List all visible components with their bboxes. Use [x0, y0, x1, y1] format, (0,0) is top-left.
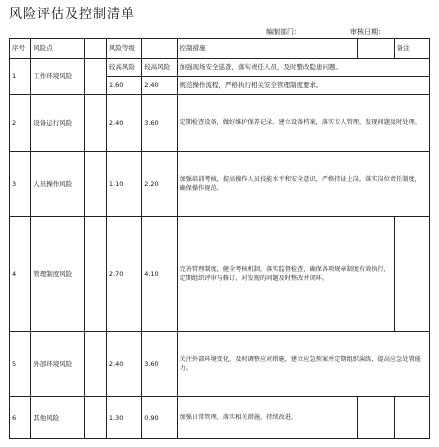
cell: 1.60 — [106, 76, 141, 94]
row-index: 6 — [10, 397, 31, 439]
cell — [84, 95, 106, 152]
row-index: 5 — [10, 332, 31, 397]
control-measure: 加强现场安全巡查，落实责任人员，及时整改隐患问题。 — [177, 58, 429, 76]
control-measure: 加强培训考核，提高操作人员技能水平和安全意识，严格持证上岗，落实岗位责任制度，确保操作规范。 — [177, 152, 429, 217]
cell: 2.20 — [142, 152, 177, 217]
header-cell: 风险点 — [31, 39, 85, 59]
header-cell: 风险等级 — [106, 39, 141, 59]
header-cell — [142, 39, 177, 59]
cell: 0.90 — [142, 397, 177, 439]
cell — [84, 332, 106, 397]
cell — [394, 397, 429, 439]
control-measure: 规范操作流程，严格执行相关安全管理制度要求。 — [177, 76, 429, 94]
risk-name: 人员操作风险 — [31, 152, 85, 217]
row-index: 2 — [10, 95, 31, 152]
cell: 2.70 — [106, 217, 141, 332]
table-row — [10, 95, 430, 152]
row-index: 3 — [10, 152, 31, 217]
risk-name: 设备运行风险 — [31, 95, 85, 152]
header-cell — [84, 39, 106, 59]
meta-left-label: 编制部门： — [266, 28, 301, 36]
cell — [358, 397, 394, 439]
table-row — [10, 332, 430, 397]
cell — [84, 217, 106, 332]
header-cell: 控制措施 — [177, 39, 358, 59]
table-header-row — [10, 39, 430, 59]
cell: 1.30 — [106, 397, 141, 439]
control-measure: 完善管理制度，健全考核机制，落实监督检查，确保各项规章制度有效执行，定期组织评审与修订，对发现的问题及时整改并闭环。 — [177, 217, 394, 332]
risk-name: 管理制度风险 — [31, 217, 85, 332]
cell: 1.10 — [106, 152, 141, 217]
table-row — [10, 58, 430, 76]
control-measure: 加强日常管理，落实相关措施，持续改进。 — [177, 397, 358, 439]
cell: 2.40 — [106, 95, 141, 152]
header-cell: 备注 — [394, 39, 429, 59]
cell: 较高风险 — [142, 58, 177, 76]
table-row — [10, 397, 430, 439]
risk-name: 工作环境风险 — [31, 58, 85, 94]
cell: 3.60 — [142, 95, 177, 152]
row-index: 4 — [10, 217, 31, 332]
cell: 2.40 — [142, 76, 177, 94]
cell — [394, 217, 429, 332]
control-measure: 关注外部环境变化，及时调整应对措施，建立应急预案并定期组织演练，提高应急处置能力。 — [177, 332, 429, 397]
risk-table — [9, 38, 430, 439]
risk-name: 其他风险 — [31, 397, 85, 439]
header-cell: 序号 — [10, 39, 31, 59]
risk-name: 外部环境风险 — [31, 332, 85, 397]
table-row — [10, 217, 430, 332]
cell: 较高风险 — [106, 58, 141, 76]
table-row — [10, 152, 430, 217]
document-title: 风险评估及控制清单 — [9, 7, 136, 22]
meta-right-label: 审核日期： — [350, 28, 385, 36]
cell — [84, 58, 106, 94]
cell — [84, 397, 106, 439]
cell: 2.40 — [106, 332, 141, 397]
cell: 4.10 — [142, 217, 177, 332]
cell — [84, 152, 106, 217]
header-cell — [358, 39, 394, 59]
row-index: 1 — [10, 58, 31, 94]
control-measure: 定期检查设备，做好维护保养记录。建立设备档案，落实专人管理，发现问题及时处理。 — [177, 95, 429, 152]
cell: 3.60 — [142, 332, 177, 397]
